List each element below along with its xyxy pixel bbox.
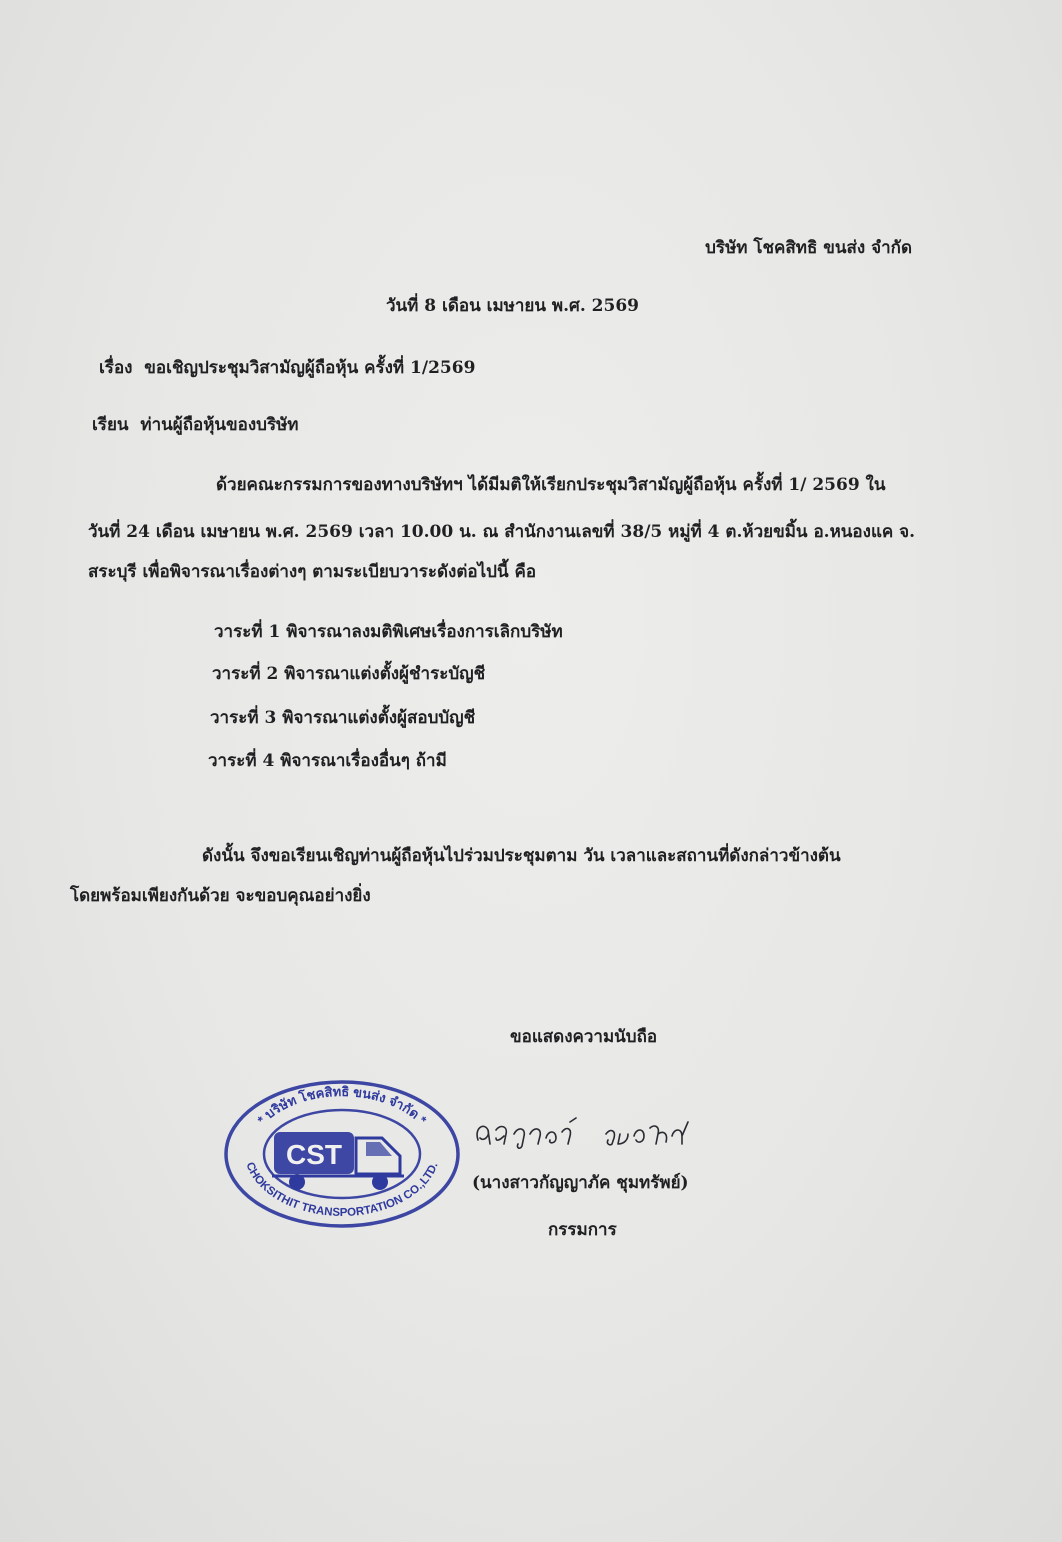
recipient-label: เรียน [92,415,129,435]
body-line-2: วันที่ 24 เดือน เมษายน พ.ศ. 2569 เวลา 10.00 น. ณ สำนักงานเลขที่ 38/5 หมู่ที่ 4 ต.ห้วยขมิ้น อ.หนองแค จ. [88,522,916,542]
company-name: บริษัท โชคสิทธิ ขนส่ง จำกัด [705,238,912,258]
agenda-number: 3 [264,708,277,728]
agenda-text: พิจารณาแต่งตั้งผู้สอบบัญชี [282,708,476,728]
recipient-text: ท่านผู้ถือหุ้นของบริษัท [140,415,299,435]
recipient-line [92,413,299,437]
signer-name: (นางสาวกัญญาภัค ชุมทรัพย์) [472,1173,689,1193]
subject-line [99,356,475,380]
signer-position: กรรมการ [548,1220,617,1240]
body-line-3: สระบุรี เพื่อพิจารณาเรื่องต่างๆ ตามระเบียบวาระดังต่อไปนี้ คือ [88,562,537,582]
agenda-item-1 [214,620,563,644]
regards: ขอแสดงความนับถือ [510,1027,658,1047]
agenda-item-4 [208,749,447,773]
agenda-item-2 [212,662,485,686]
truck-logo-icon [272,1132,404,1190]
closing-line-1: ดังนั้น จึงขอเรียนเชิญท่านผู้ถือหุ้นไปร่วมประชุมตาม วัน เวลาและสถานที่ดังกล่าวข้างต้น [202,846,841,866]
handwritten-signature [460,1100,700,1160]
agenda-label: วาระที่ [208,751,257,771]
agenda-number: 1 [268,622,281,642]
agenda-label: วาระที่ [210,708,259,728]
subject-label: เรื่อง [99,358,133,378]
company-stamp [222,1078,462,1230]
agenda-text: พิจารณาเรื่องอื่นๆ ถ้ามี [280,751,447,771]
closing-line-2: โดยพร้อมเพียงกันด้วย จะขอบคุณอย่างยิ่ง [70,886,371,906]
agenda-number: 2 [266,664,279,684]
agenda-text: พิจารณาลงมติพิเศษเรื่องการเลิกบริษัท [286,622,563,642]
agenda-text: พิจารณาแต่งตั้งผู้ชำระบัญชี [284,664,486,684]
agenda-label: วาระที่ [214,622,263,642]
date-line: วันที่ 8 เดือน เมษายน พ.ศ. 2569 [386,296,639,316]
body-line-1: ด้วยคณะกรรมการของทางบริษัทฯ ได้มีมติให้เรียกประชุมวิสามัญผู้ถือหุ้น ครั้งที่ 1/ 2569 ใน [216,475,886,495]
stamp-thai-text: * บริษัท โชคสิทธิ ขนส่ง จำกัด * [254,1083,430,1128]
agenda-item-3 [210,706,475,730]
stamp-logo-text: CST [286,1139,342,1170]
subject-text: ขอเชิญประชุมวิสามัญผู้ถือหุ้น ครั้งที่ 1/2569 [144,358,476,378]
agenda-label: วาระที่ [212,664,261,684]
stamp-english-text: CHOKSITHIT TRANSPORTATION CO.,LTD. [243,1160,441,1220]
agenda-number: 4 [262,751,275,771]
